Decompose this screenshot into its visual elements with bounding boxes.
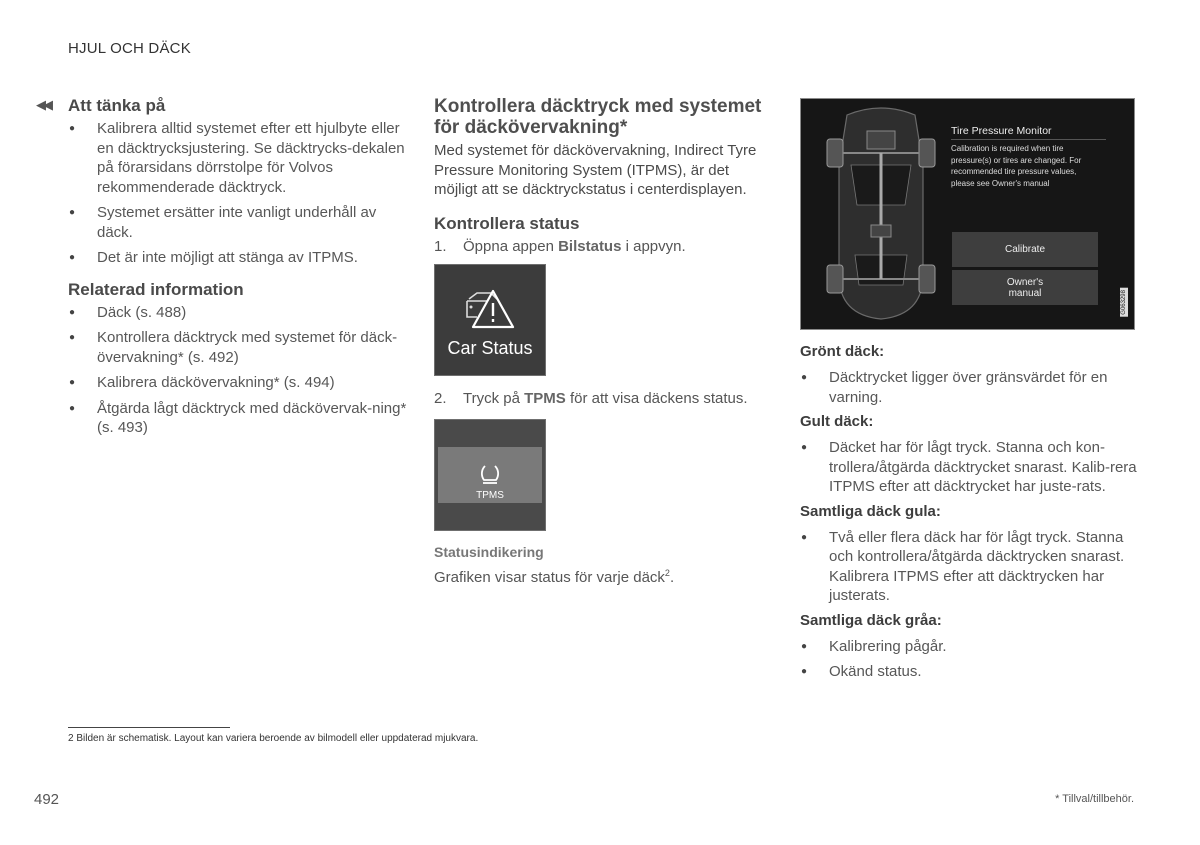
car-topview-image — [819, 105, 943, 323]
column-left — [68, 96, 408, 444]
related-link[interactable]: ● Kalibrera däckövervakning* (s. 494) — [68, 373, 408, 393]
image-code: G063298 — [1121, 290, 1127, 315]
footnote: 2 Bilden är schematisk. Layout kan variera beroende av bilmodell eller uppdaterad mjukvara. — [68, 733, 479, 744]
car-status-label: Car Status — [447, 338, 533, 358]
all-grey-list — [800, 637, 1140, 682]
tire-pressure-icon — [479, 464, 501, 484]
all-yellow-title: Samtliga däck gula: — [800, 502, 941, 520]
list-item: ● Kalibrera alltid systemet efter ett hjulbyte eller en däcktrycksjustering. Se däcktrycks-dekalen på förarsidans dörrstolpe för Volvos rekommenderade däcktryck. — [68, 119, 408, 197]
step-2: 2. Tryck på TPMS för att visa däckens status. — [434, 390, 748, 407]
list-item: ● Kalibrering pågår. — [800, 637, 1140, 657]
tpms-screen-image — [800, 98, 1135, 330]
optional-note: * Tillval/tillbehör. — [1055, 793, 1134, 805]
tpm-message: Calibration is required when tire pressure(s) or tires are changed. For recommended tire pressure values, please see Owner's manual — [951, 144, 1082, 188]
step-2-wrapper — [434, 389, 774, 409]
green-list — [800, 368, 1140, 407]
intro-text: Med systemet för däckövervakning, Indirect Tyre Pressure Monitoring System (ITPMS), är det möjligt att se däcktryckstatus i centerdisplayen. — [434, 142, 757, 198]
related-link[interactable]: ● Däck (s. 488) — [68, 303, 408, 323]
car-warning-icon — [463, 287, 517, 331]
tpms-tile[interactable] — [434, 419, 546, 531]
all-yellow-list — [800, 528, 1140, 606]
footnote-ref: 2 — [664, 568, 670, 578]
list-item: ● Däcktrycket ligger över gränsvärdet för en varning. — [800, 368, 1140, 407]
related-title: Relaterad information — [68, 279, 244, 299]
tpms-label: TPMS — [476, 490, 504, 501]
double-left-arrow-icon: ◀◀ — [36, 97, 50, 112]
list-item: ● Två eller flera däck har för lågt tryck. Stanna och kontrollera/åtgärda däcktrycken snarast. Kalibrera ITPMS efter att däcktrycken har justerats. — [800, 528, 1140, 606]
list-item: ● Okänd status. — [800, 662, 1140, 682]
page-number: 492 — [34, 791, 60, 808]
think-title: Att tänka på — [68, 96, 166, 115]
footnote-divider — [68, 727, 230, 728]
list-item: ● Systemet ersätter inte vanligt underhåll av däck. — [68, 203, 408, 242]
list-item: ● Det är inte möjligt att stänga av ITPMS. — [68, 248, 408, 268]
page-header: HJUL OCH DÄCK — [68, 40, 191, 57]
yellow-title: Gult däck: — [800, 413, 874, 430]
section-title: Kontrollera däcktryck med systemet för däckövervakning* — [434, 96, 762, 138]
yellow-list — [800, 438, 1140, 497]
related-link[interactable]: ● Kontrollera däcktryck med systemet för däck-övervakning* (s. 492) — [68, 328, 408, 367]
car-status-tile[interactable] — [434, 264, 546, 376]
all-grey-title: Samtliga däck gråa: — [800, 611, 942, 629]
step-1: 1. Öppna appen Bilstatus i appvyn. — [434, 237, 686, 255]
app-name: Bilstatus — [558, 237, 622, 255]
related-link[interactable]: ● Åtgärda lågt däcktryck med däckövervak-ning* (s. 493) — [68, 399, 408, 438]
column-right — [800, 343, 1140, 688]
related-list — [68, 303, 408, 438]
status-title: Kontrollera status — [434, 213, 580, 233]
indicator-text: Grafiken visar status för varje däck$^2$. — [434, 568, 675, 586]
calibrate-button[interactable]: Calibrate — [952, 232, 1098, 267]
tpms-name: TPMS — [524, 390, 566, 407]
owners-manual-button[interactable]: Owner's manual — [952, 270, 1098, 305]
column-middle — [434, 96, 774, 256]
list-item: ● Däcket har för lågt tryck. Stanna och kon-trollera/åtgärda däcktrycket snarast. Kalib-rera ITPMS efter att däcktrycket har juste-rats. — [800, 438, 1140, 497]
green-title: Grönt däck: — [800, 343, 885, 360]
status-indicator — [434, 544, 774, 588]
divider — [951, 139, 1106, 140]
indicator-title: Statusindikering — [434, 544, 544, 560]
tpm-screen-title: Tire Pressure Monitor — [951, 125, 1052, 137]
think-list — [68, 119, 408, 268]
